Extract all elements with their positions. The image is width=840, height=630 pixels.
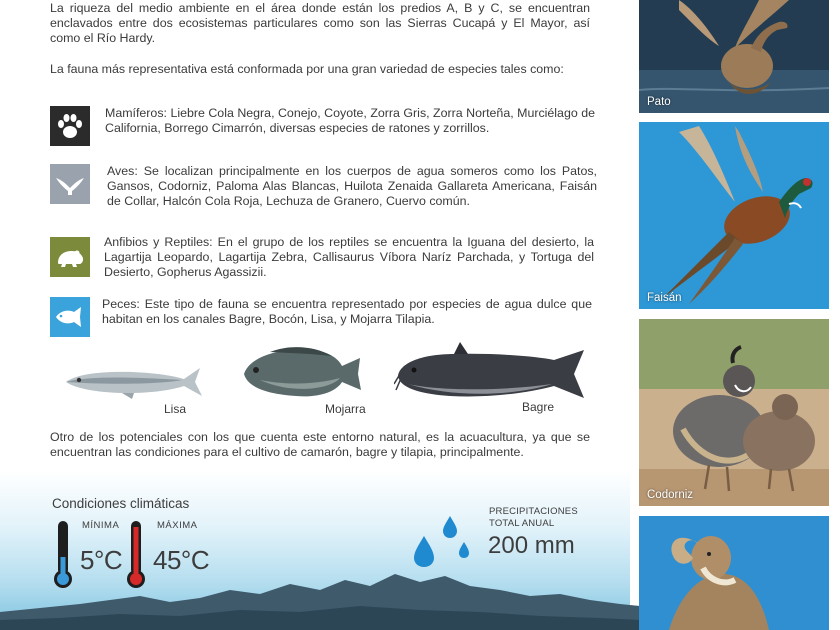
- max-temp-value: 45°C: [153, 545, 210, 575]
- photo-borrego: [639, 516, 829, 630]
- min-temp-value: 5°C: [80, 545, 123, 575]
- fauna-reptiles-text: Anfibios y Reptiles: En el grupo de los reptiles se encuentra la Iguana del desierto, la Lagartija Leopardo, Lagartija Zebra, Callisaurus Víbora Naríz Parchada, y Tortuga del Desierto, Gopherus Agassizii.: [104, 235, 594, 280]
- precipitation-title: [489, 506, 578, 530]
- aquaculture-paragraph: Otro de los potenciales con los que cuenta este entorno natural, es la acuacultura, ya que se encuentran las condiciones para el cultivo de camarón, bagre y tilapia, principalmente.: [50, 430, 590, 460]
- photo-label-codorniz: Codorniz: [647, 489, 694, 501]
- photo-faisan: [639, 122, 829, 309]
- fauna-mammals-text: Mamíferos: Liebre Cola Negra, Conejo, Coyote, Zorra Gris, Zorra Norteña, Murciélago de California, Borrego Cimarrón, diversas especies de ratones y zorrillos.: [105, 106, 595, 136]
- precipitation-title-line1: PRECIPITACIONES: [489, 506, 578, 517]
- thermometer-cold-icon: [52, 519, 74, 591]
- photo-pato: [639, 0, 829, 113]
- fauna-intro-paragraph: La fauna más representativa está conformada por una gran variedad de especies tales como:: [50, 62, 564, 76]
- photo-label-faisan: Faisán: [647, 292, 682, 304]
- mojarra-label: Mojarra: [325, 402, 366, 416]
- mojarra-fish-image: [240, 344, 364, 400]
- precipitation-value: 200 mm: [488, 532, 575, 559]
- pheasant-illustration: [639, 122, 829, 309]
- bagre-fish-image: [394, 340, 588, 410]
- photo-codorniz: [639, 319, 829, 506]
- climate-title: Condiciones climáticas: [52, 496, 190, 511]
- water-drops-icon: [410, 512, 476, 568]
- lisa-label: Lisa: [164, 402, 187, 416]
- lisa-fish-image: [62, 362, 204, 402]
- photo-label-pato: Pato: [647, 96, 671, 108]
- fauna-birds-text: Aves: Se localizan principalmente en los cuerpos de agua someros como los Patos, Gansos, Codorniz, Paloma Alas Blancas, Huilota Zenaida Gallareta Americana, Faisán de Collar, Halcón Cola Roja, Lechuza de Granero, Cuervo común.: [107, 164, 597, 209]
- fish-icon: [50, 297, 90, 337]
- paw-icon: [50, 106, 90, 146]
- quail-illustration: [639, 319, 829, 506]
- frog-icon: [50, 237, 90, 277]
- thermometer-hot-icon: [125, 519, 147, 591]
- max-temp-label: MÁXIMA: [157, 520, 198, 531]
- fauna-fish-text: Peces: Este tipo de fauna se encuentra representado por especies de agua dulce que habitan en los canales Bagre, Bocón, Lisa, y Mojarra Tilapia.: [102, 297, 592, 327]
- bighorn-sheep-illustration: [639, 516, 829, 630]
- bird-icon: [50, 164, 90, 204]
- min-temp-label: MÍNIMA: [82, 520, 120, 531]
- precipitation-title-line2: TOTAL ANUAL: [489, 518, 555, 529]
- intro-paragraph: La riqueza del medio ambiente en el área donde están los predios A, B y C, se encuentran enclavados entre dos ecosistemas particulares como son las Sierras Cucapá y El Mayor, así como el Río Hardy.: [50, 1, 590, 46]
- bagre-label: Bagre: [522, 400, 555, 414]
